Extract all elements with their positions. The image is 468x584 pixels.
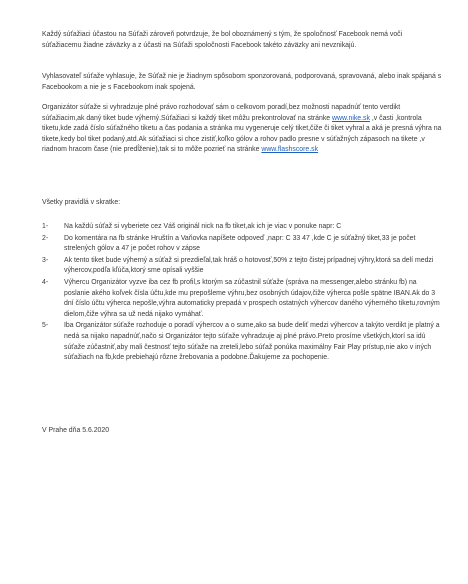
organizer-rights-paragraph xyxy=(42,103,442,156)
rules-list xyxy=(42,222,442,365)
rule-text: Na každú súťaž si vyberiete cez Váš originál nick na fb tiket,ak ich je viac v ponuke napr: C xyxy=(64,223,342,230)
rule-text: Ak tento tiket bude výherný a súťaž si prezdieľal,tak hráš o hotovosť,50% z tejto čistej prípadnej výhry,ktorá sa delí medzi výhercov,podľa kľúča,ktorý sme opísali vyššie xyxy=(64,256,434,275)
rule-number: 4- xyxy=(42,278,49,286)
flashscore-link[interactable]: www.flashscore.sk xyxy=(261,146,319,154)
facebook-disclaimer-paragraph: Každý súťažiaci účastou na Súťaži zároveň potvrdzuje, že bol oboznámený s tým, že spoločnosť Facebook nemá voči súťažiacemu žiadne záväzky a z účasti na Súťaži spoločnosti Facebook takéto záväzky ani nevznikajú. xyxy=(42,31,403,49)
rule-number: 5- xyxy=(42,322,49,330)
rule-text: Do komentára na fb stránke Hruštín a Vaňovka napíšete odpoveď ,napr: C 33 47 ,kde C je súťažný tiket,33 je počet strelených gólov a 47 je počet rohov v zápse xyxy=(64,234,416,253)
rule-text: Výhercu Organizátor vyzve iba cez fb profil,s ktorým sa zúčastnil súťaže (správa na messenger,alebo stránku fb) na poslanie akého koľvek čísla účtu,kde mu prepošleme výhru,bez osobných údajov,čiže výherca pošle spätne IBAN.Ak do 3 dní číslo účtu výherca nepošle,výhra automaticky prepadá v prospech ostatných výhercov daného výherného tiketu,rovným dielom,čiže výhra sa už nedá nijako vymáhať. xyxy=(64,278,440,318)
rule-number: 2- xyxy=(42,234,49,242)
rule-item xyxy=(42,222,442,233)
rule-number: 1- xyxy=(42,223,49,230)
organizer-rights-text-part1: Organizátor súťaže si vyhradzuje plné právo rozhodovať sám o celkovom poradí,bez možnosti napadnúť tento verdikt súťažiacim,ak daný tiket bude výherný.Súťažiaci si každý tiket môžu prekontrolovať na stránke xyxy=(42,104,401,122)
organizer-rights-text-part2: ,v časti ,kontrola tiketu,kde zadá číslo súťažného tiketu a čas podania a stránka mu vygeneruje celý tiket,čiže či tiket vyhral a aká je presná výhra na tikete,kedy bol tiket podaný,atd.Ak súťažiaci si chce zistiť,koľko gólov a rohov padlo presne v súťažných zápasoch na tikete ,v riadnom hracom čase (nie predĺženie),tak si to môže pozrieť na stránke xyxy=(42,114,442,154)
rule-number: 3- xyxy=(42,256,49,264)
sponsorship-disclaimer-paragraph: Vyhlasovateľ súťaže vyhlasuje, že Súťaž nie je žiadnym spôsobom sponzorovaná, podporovaná, spravovaná, alebo inak spájaná s Facebookom a nie je s Facebookom inak spojená. xyxy=(42,73,442,91)
rules-heading: Všetky pravidlá v skratke: xyxy=(42,199,121,206)
rule-item xyxy=(42,256,442,277)
rule-text: Iba Organizátor súťaže rozhoduje o poradí výhercov a o sume,ako sa bude deliť medzi výhercov a takýto verdikt je platný a nedá sa nijako napadnúť,načo si Organizátor tejto súťaže vyhradzuje aj plné právo.Preto prosíme všetkých,ktorí sa idú súťaže zúčastniť,aby mali čestnosť tejto súťaže na zreteli,lebo súťaž ponúka maximálny Fair Play prístup,nie ako v iných súťažiach na fb,kde prebiehajú rôzne žrebovania a podobne.Ďakujeme za pochopenie. xyxy=(64,322,440,362)
rule-item xyxy=(42,234,442,255)
rule-item xyxy=(42,321,442,363)
rule-item xyxy=(42,278,442,320)
nike-link[interactable]: www.nike.sk xyxy=(332,114,370,122)
closing-date-line: V Prahe dňa 5.6.2020 xyxy=(42,427,110,434)
